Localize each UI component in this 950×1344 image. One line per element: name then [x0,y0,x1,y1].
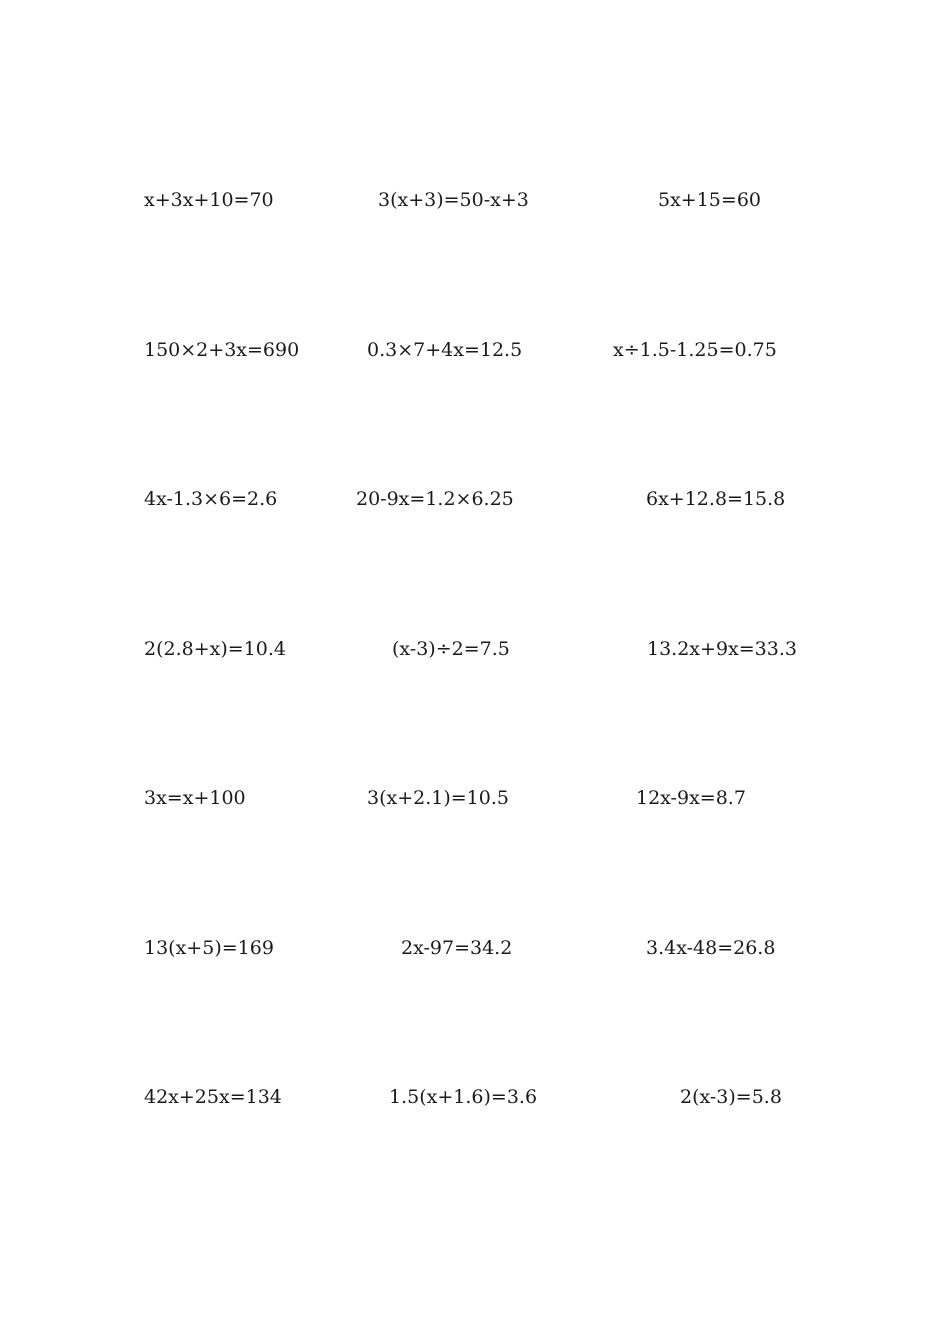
equation: 3(x+2.1)=10.5 [367,787,509,809]
equation: 3x=x+100 [144,787,246,809]
equation: 13(x+5)=169 [144,937,274,959]
equation: 42x+25x=134 [144,1086,282,1108]
equation: 2x-97=34.2 [401,937,513,959]
equation: 6x+12.8=15.8 [646,488,786,510]
equation: 0.3×7+4x=12.5 [367,339,523,361]
equation: (x-3)÷2=7.5 [392,638,510,660]
equation: x+3x+10=70 [144,189,274,211]
equation: 1.5(x+1.6)=3.6 [389,1086,538,1108]
equation: 13.2x+9x=33.3 [647,638,797,660]
equation: 150×2+3x=690 [144,339,300,361]
equation: 2(x-3)=5.8 [680,1086,782,1108]
equation: 20-9x=1.2×6.25 [356,488,514,510]
equation: 3.4x-48=26.8 [646,937,776,959]
equation: 12x-9x=8.7 [636,787,746,809]
equation: 3(x+3)=50-x+3 [378,189,529,211]
equation: x÷1.5-1.25=0.75 [613,339,777,361]
equation: 4x-1.3×6=2.6 [144,488,278,510]
equation: 2(2.8+x)=10.4 [144,638,286,660]
equation: 5x+15=60 [658,189,761,211]
